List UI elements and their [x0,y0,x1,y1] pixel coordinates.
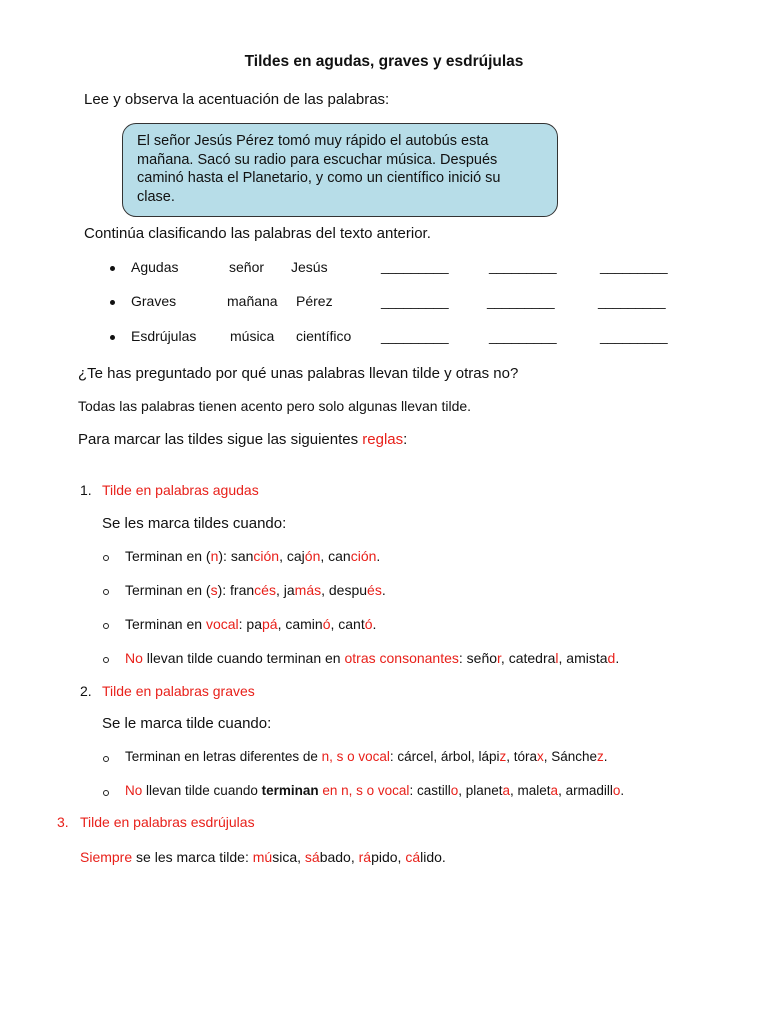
bullet-icon [110,300,115,305]
classify-word: Jesús [291,259,328,275]
bullet-icon [110,335,115,340]
classify-label: Graves [131,293,177,309]
rule-agudas-s: Terminan en (s): francés, jamás, después. [125,582,386,598]
answer-blank[interactable]: _________ [381,259,449,274]
rules-intro: Para marcar las tildes sigue las siguientes reglas: [78,431,408,448]
rule-graves-exception: No llevan tilde cuando terminan en n, s o vocal: castillo, planeta, maleta, armadillo. [125,783,625,798]
classify-word: Pérez [296,293,333,309]
continue-instruction: Continúa clasificando las palabras del texto anterior. [84,225,431,242]
section-3-number: 3. [57,814,69,830]
circle-bullet-icon [103,657,109,663]
section-3-heading: Tilde en palabras esdrújulas [80,814,255,830]
classify-word: señor [229,259,265,275]
circle-bullet-icon [103,623,109,629]
section-1-sub: Se les marca tildes cuando: [102,515,287,532]
circle-bullet-icon [103,589,109,595]
circle-bullet-icon [103,555,109,561]
reading-text: El señor Jesús Pérez tomó muy rápido el autobús esta mañana. Sacó su radio para escuchar música. Después caminó hasta el Planetario, y como un científico inició su clase. [137,133,501,205]
rule-esdrujulas: Siempre se les marca tilde: música, sábado, rápido, cálido. [80,849,446,865]
classify-word: científico [296,328,352,344]
section-2-heading: Tilde en palabras graves [102,683,255,699]
circle-bullet-icon [103,790,109,796]
answer-blank[interactable]: _________ [487,294,555,309]
answer-blank[interactable]: _________ [598,294,666,309]
answer-blank[interactable]: _________ [600,329,668,344]
statement-text: Todas las palabras tienen acento pero solo algunas llevan tilde. [78,398,472,414]
classify-word: música [230,328,275,344]
section-1-heading: Tilde en palabras agudas [102,482,259,498]
classify-label: Agudas [131,259,179,275]
rule-graves-tilde: Terminan en letras diferentes de n, s o vocal: cárcel, árbol, lápiz, tórax, Sánchez. [125,749,608,764]
section-2-sub: Se le marca tilde cuando: [102,715,272,732]
section-1-number: 1. [80,482,92,498]
intro-text: Lee y observa la acentuación de las palabras: [84,91,390,108]
section-2-number: 2. [80,683,92,699]
answer-blank[interactable]: _________ [381,294,449,309]
answer-blank[interactable]: _________ [381,329,449,344]
rule-agudas-n: Terminan en (n): sanción, cajón, canción. [125,548,381,564]
classify-label: Esdrújulas [131,328,197,344]
answer-blank[interactable]: _________ [489,329,557,344]
bullet-icon [110,266,115,271]
rule-agudas-exception: No llevan tilde cuando terminan en otras consonantes: señor, catedral, amistad. [125,650,620,666]
classify-word: mañana [227,293,278,309]
rule-agudas-vocal: Terminan en vocal: papá, caminó, cantó. [125,616,377,632]
answer-blank[interactable]: _________ [489,259,557,274]
answer-blank[interactable]: _________ [600,259,668,274]
circle-bullet-icon [103,756,109,762]
page-title: Tildes en agudas, graves y esdrújulas [244,53,524,70]
question-text: ¿Te has preguntado por qué unas palabras llevan tilde y otras no? [78,365,519,382]
